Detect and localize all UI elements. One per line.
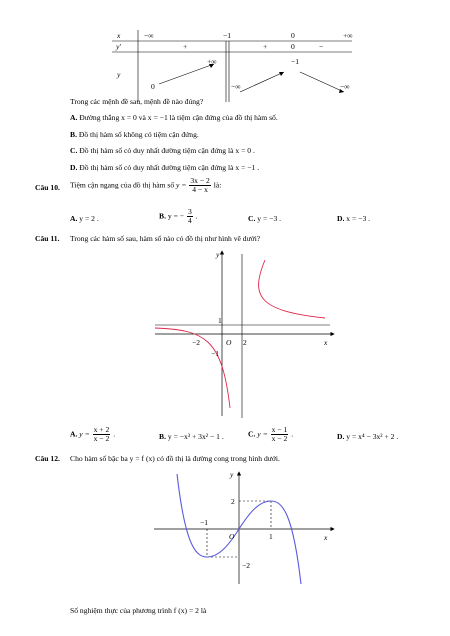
question-prompt: [70, 177, 221, 194]
option-c[interactable]: [248, 214, 281, 223]
option-label: D.: [337, 214, 345, 223]
option-lhs: y = −: [167, 211, 185, 221]
tick-label: −1: [211, 349, 219, 358]
option-text: Đồ thị hàm số có duy nhất đường tiệm cận đứng là x = 0 .: [79, 146, 255, 155]
tick-label: −2: [192, 338, 200, 347]
option-text: y = 2 .: [79, 214, 99, 223]
question-bottom-text: Số nghiệm thực của phương trình f (x) = 2 là: [70, 606, 207, 615]
fraction-numerator: x − 1: [271, 425, 288, 434]
prompt-text: là:: [213, 180, 222, 190]
question-prompt: Cho hàm số bậc ba y = f (x) có đồ thị là đường cong trong hình dưới.: [70, 454, 280, 463]
table-y-label: y: [117, 70, 121, 79]
table-sign: +: [263, 42, 268, 51]
option-text: Đồ thị hàm số không có tiệm cận đứng.: [78, 130, 199, 139]
x-axis-label: x: [324, 533, 328, 542]
origin-label: O: [229, 532, 235, 541]
y-axis-label: y: [230, 470, 234, 479]
fraction-numerator: 3x − 2: [190, 176, 210, 185]
cubic-graph: [150, 468, 340, 586]
tick-label: −1: [200, 518, 208, 527]
table-y-value: 0: [151, 82, 155, 91]
tick-label: 2: [231, 497, 235, 506]
option-label: A.: [70, 113, 78, 122]
option-fraction: [93, 426, 111, 443]
option-text: x = −3 .: [346, 214, 371, 223]
question-prompt: Trong các mệnh đề sau, mệnh đề nào đúng?: [70, 97, 204, 106]
table-sign: +: [183, 42, 188, 51]
table-sign: −: [319, 42, 324, 51]
question-label: Câu 12.: [35, 454, 60, 463]
option-d[interactable]: [337, 214, 370, 223]
option-label: B.: [159, 211, 166, 221]
option-tail: .: [291, 429, 294, 439]
fraction-denominator: x − 2: [271, 434, 288, 443]
option-text: Đường thẳng x = 0 và x = −1 là tiệm cận đứng của đồ thị hàm số.: [79, 113, 278, 122]
question-label: Câu 11.: [35, 234, 60, 243]
option-b[interactable]: [159, 432, 224, 441]
option-label: C.: [70, 146, 78, 155]
table-y-value: −∞: [231, 82, 241, 91]
curve-right-branch: [259, 260, 325, 318]
option-fraction: [187, 208, 193, 225]
option-label: D.: [70, 163, 78, 172]
fraction-numerator: x + 2: [93, 425, 110, 434]
fraction-denominator: 4: [187, 216, 192, 225]
fraction-denominator: x − 2: [93, 434, 110, 443]
option-text: y = x⁴ − 3x² + 2 .: [346, 432, 399, 441]
tick-label: 2: [243, 338, 247, 347]
option-label: C.: [248, 429, 256, 439]
option-label: A.: [70, 429, 78, 439]
option-c[interactable]: [70, 146, 255, 155]
table-yprime-label: y': [116, 42, 121, 51]
option-tail: .: [113, 429, 116, 439]
y-axis-label: y: [216, 250, 220, 259]
tick-label: 1: [218, 316, 222, 325]
option-tail: .: [195, 211, 198, 221]
function-fraction: [189, 177, 210, 194]
x-axis-label: x: [324, 338, 328, 347]
tick-label: 1: [269, 532, 273, 541]
prompt-text: Tiệm cận ngang của đồ thị hàm số: [70, 180, 175, 190]
table-sign: 0: [291, 42, 295, 51]
table-x-value: −1: [223, 31, 232, 40]
option-text: Đồ thị hàm số có duy nhất đường tiệm cận đứng là x = −1 .: [79, 163, 260, 172]
origin-label: O: [226, 338, 232, 347]
option-d[interactable]: [70, 163, 259, 172]
option-lhs: y =: [257, 429, 268, 439]
question-label: Câu 10.: [35, 183, 60, 192]
option-c[interactable]: [248, 426, 293, 443]
variation-table-grid: [112, 30, 352, 102]
tick-label: −2: [242, 561, 250, 570]
option-lhs: y =: [79, 429, 90, 439]
fraction-numerator: 3: [187, 207, 192, 216]
table-x-label: x: [117, 31, 121, 40]
option-label: C.: [248, 214, 256, 223]
option-label: D.: [337, 432, 345, 441]
table-x-value: −∞: [144, 31, 154, 40]
table-x-value: 0: [291, 31, 295, 40]
table-x-value: +∞: [343, 31, 353, 40]
function-lhs: y =: [176, 180, 187, 190]
option-label: A.: [70, 214, 78, 223]
option-d[interactable]: [337, 432, 398, 441]
option-b[interactable]: [159, 208, 198, 225]
option-label: B.: [70, 130, 77, 139]
table-y-value: −∞: [340, 82, 350, 91]
option-b[interactable]: [70, 130, 199, 139]
fraction-denominator: 4 − x: [192, 185, 208, 194]
question-prompt: Trong các hàm số sau, hàm số nào có đồ thị như hình vẽ dưới?: [70, 234, 261, 243]
table-y-value: +∞: [207, 57, 217, 66]
option-a[interactable]: [70, 214, 99, 223]
option-label: B.: [159, 432, 166, 441]
option-text: y = −3 .: [257, 214, 282, 223]
option-a[interactable]: [70, 426, 115, 443]
option-fraction: [271, 426, 289, 443]
hyperbola-graph: [150, 248, 340, 418]
option-text: y = −x³ + 3x² − 1 .: [167, 432, 224, 441]
option-a[interactable]: [70, 113, 278, 122]
table-y-value: −1: [291, 57, 300, 66]
